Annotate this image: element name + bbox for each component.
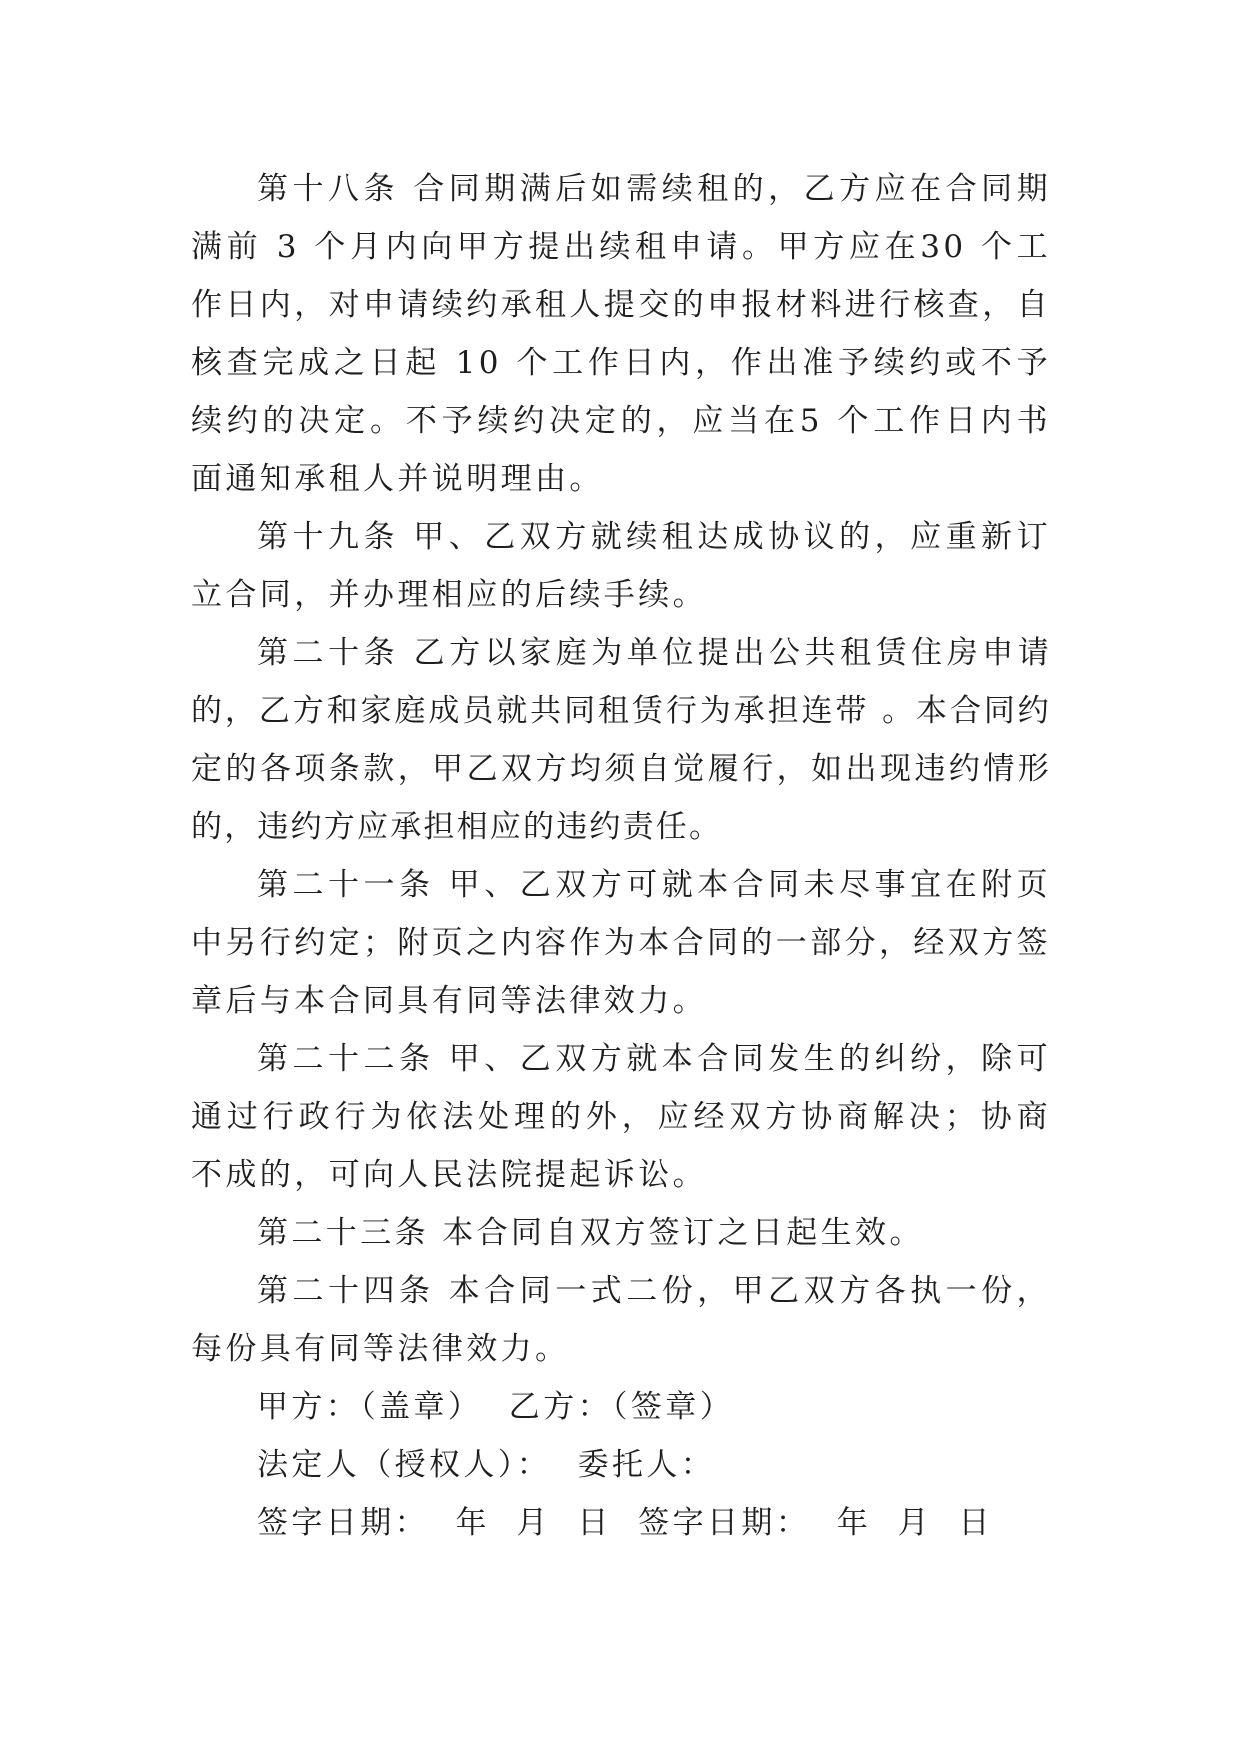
signature-representative-line: 法定人（授权人）： 委托人： xyxy=(257,1447,716,1483)
article-22: 第二十二条 甲、乙双方就本合同发生的纠纷，除可通过行政行为依法处理的外，应经双方协商解决；协商 不成的，可向人民法院提起诉讼。 xyxy=(191,1041,1051,1193)
signature-seal-line: 甲方：（盖章） 乙方：（签章） xyxy=(257,1389,735,1425)
signature-date-line: 签字日期： 年 月 日 签字日期： 年 月 日 xyxy=(257,1505,993,1541)
article-18: 第十八条 合同期满后如需续租的，乙方应在合同期满前 3 个月内向甲方提出续租申请。甲方应在30 个工作日内，对申请续约承租人提交的申报材料进行核查，自核查完成之日起 10 个工作日内，作出准予续约或不予续约的决定。不予续约决定的，应当在5 个工作日内书面通知承租人并说明理由。 xyxy=(191,171,1051,497)
article-24: 第二十四条 本合同一式二份，甲乙双方各执一份，每份具有同等法律效力。 xyxy=(191,1273,1051,1367)
article-20: 第二十条 乙方以家庭为单位提出公共租赁住房申请的，乙方和家庭成员就共同租赁行为承担连带 。本合同约定的各项条款，甲乙双方均须自觉履行，如出现违约情形的，违约方应承担相应的违约责任。 xyxy=(191,635,1051,845)
contract-body xyxy=(191,160,1051,1552)
article-23: 第二十三条 本合同自双方签订之日起生效。 xyxy=(257,1215,924,1251)
article-21: 第二十一条 甲、乙双方可就本合同未尽事宜在附页中另行约定；附页之内容作为本合同的一部分，经双方签章后与本合同具有同等法律效力。 xyxy=(191,867,1051,1019)
article-19: 第十九条 甲、乙双方就续租达成协议的，应重新订立合同，并办理相应的后续手续。 xyxy=(191,519,1051,613)
